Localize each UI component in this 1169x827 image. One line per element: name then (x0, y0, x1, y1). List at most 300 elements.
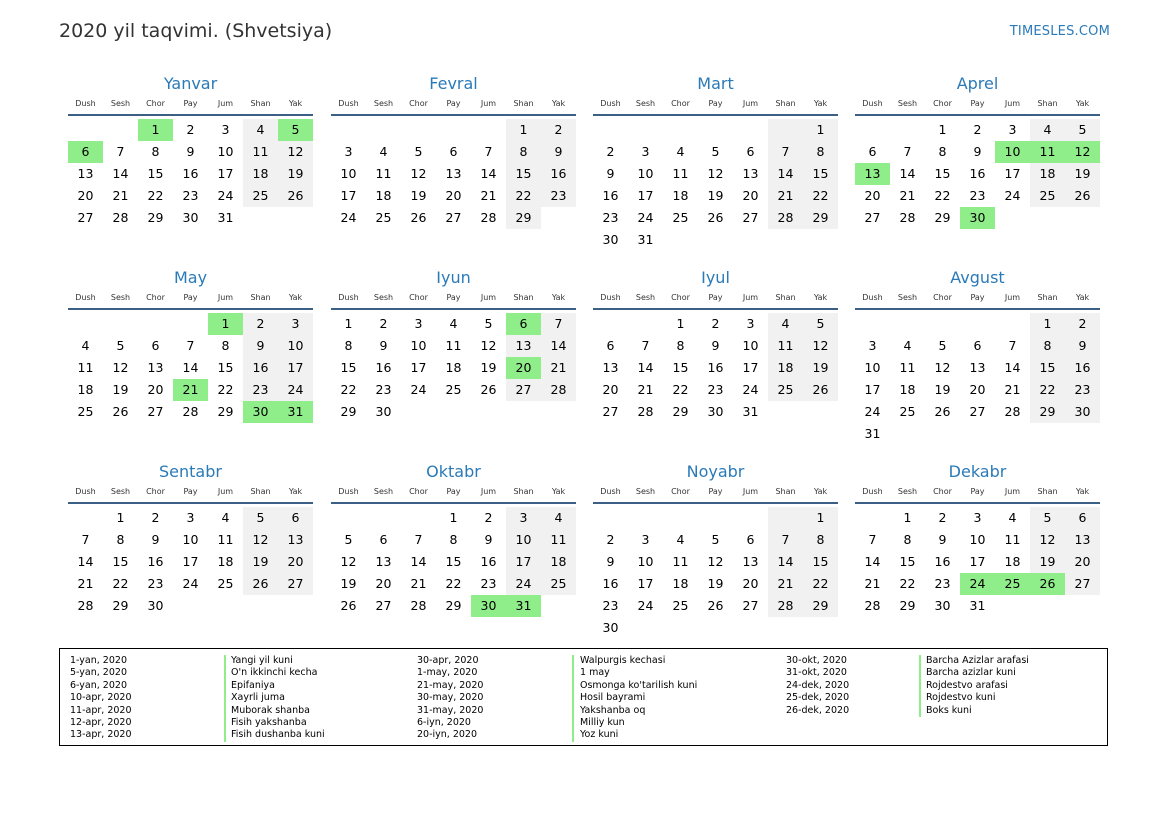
empty-cell (243, 595, 278, 617)
day-cell: 17 (969, 554, 986, 569)
day-cell: 10 (637, 166, 654, 181)
empty-cell (803, 401, 838, 423)
day-cell: 1 (676, 316, 685, 331)
weekday-header (68, 291, 313, 310)
weekday-label: Yak (551, 487, 566, 496)
day-cell: 24 (506, 573, 541, 595)
day-cell: 17 (217, 166, 234, 181)
weekday-header (593, 97, 838, 116)
day-cell: 4 (81, 338, 90, 353)
day-cell: 3 (506, 507, 541, 529)
day-cell: 11 (541, 529, 576, 551)
legend-date: 20-iyn, 2020 (417, 729, 478, 741)
day-cell: 11 (243, 141, 278, 163)
empty-cell (890, 119, 925, 141)
day-cell: 1 (803, 507, 838, 529)
legend-date: 11-apr, 2020 (70, 704, 132, 716)
day-cell: 8 (344, 338, 353, 353)
empty-cell (593, 119, 628, 141)
day-cell: 4 (449, 316, 458, 331)
day-cell: 30 (602, 232, 619, 247)
weekday-label: Yak (551, 293, 566, 302)
weekday-label: Pay (446, 293, 461, 302)
day-cell: 30 (934, 598, 951, 613)
legend-date: 31-may, 2020 (417, 704, 484, 716)
legend-holiday-name: Osmonga ko'tarilish kuni (580, 679, 698, 691)
legend-holiday-name: Xayrli juma (231, 692, 285, 704)
weekday-label: Sesh (373, 487, 394, 496)
weekday-label: Sesh (110, 99, 131, 108)
legend-holiday-name: Epifaniya (231, 679, 275, 691)
day-cell: 13 (506, 335, 541, 357)
day-cell: 10 (278, 335, 313, 357)
empty-cell (173, 595, 208, 617)
day-cell: 5 (711, 532, 720, 547)
legend-date: 25-dek, 2020 (786, 692, 850, 704)
day-cell: 16 (243, 357, 278, 379)
day-cell: 17 (1004, 166, 1021, 181)
day-cell: 17 (182, 554, 199, 569)
day-cell: 24 (1004, 188, 1021, 203)
month-aprel (855, 73, 1100, 229)
day-cell: 23 (934, 576, 951, 591)
weekday-label: Pay (708, 99, 723, 108)
empty-cell (803, 617, 838, 639)
weekday-label: Shan (1037, 99, 1058, 108)
day-cell: 31 (969, 598, 986, 613)
day-cell: 15 (899, 554, 916, 569)
weekday-label: Sesh (110, 487, 131, 496)
day-cell: 13 (742, 166, 759, 181)
empty-cell (1065, 423, 1100, 445)
day-cell: 23 (602, 598, 619, 613)
day-cell: 30 (707, 404, 724, 419)
day-cell: 14 (112, 166, 129, 181)
day-cell: 12 (278, 141, 313, 163)
weekday-label: Pay (183, 487, 198, 496)
month-name: Dekabr (948, 462, 1007, 481)
day-cell: 8 (903, 532, 912, 547)
day-cell: 27 (742, 210, 759, 225)
empty-cell (68, 119, 103, 141)
brand-link[interactable]: TIMESLES.COM (1009, 24, 1110, 39)
day-cell: 18 (375, 188, 392, 203)
weekday-label: Jum (480, 487, 497, 496)
weekday-label: Dush (75, 99, 96, 108)
day-cell: 29 (506, 207, 541, 229)
day-cell: 4 (1008, 510, 1017, 525)
empty-cell (995, 313, 1030, 335)
empty-cell (733, 229, 768, 251)
weekday-label: Yak (813, 487, 828, 496)
weekday-label: Yak (288, 99, 303, 108)
day-grid (331, 507, 576, 617)
month-name: Iyul (701, 268, 730, 287)
day-grid (855, 507, 1100, 617)
empty-cell (401, 401, 436, 423)
day-cell: 4 (243, 119, 278, 141)
day-cell: 15 (340, 360, 357, 375)
day-cell: 18 (217, 554, 234, 569)
day-cell: 15 (217, 360, 234, 375)
weekday-header (331, 485, 576, 504)
day-cell: 21 (637, 382, 654, 397)
weekday-label: Chor (146, 487, 165, 496)
weekday-label: Chor (671, 487, 690, 496)
day-cell: 2 (484, 510, 493, 525)
day-cell: 27 (77, 210, 94, 225)
day-cell: 28 (182, 404, 199, 419)
day-cell: 24 (637, 598, 654, 613)
legend-date: 24-dek, 2020 (786, 679, 850, 691)
empty-cell (995, 207, 1030, 229)
day-cell: 8 (116, 532, 125, 547)
day-cell: 3 (973, 510, 982, 525)
day-cell: 26 (278, 185, 313, 207)
day-cell: 10 (340, 166, 357, 181)
day-cell: 5 (1030, 507, 1065, 529)
legend-holiday-name: Boks kuni (926, 704, 972, 716)
day-cell: 25 (375, 210, 392, 225)
weekday-label: Shan (775, 487, 796, 496)
month-oktabr (331, 461, 576, 617)
day-cell: 19 (112, 382, 129, 397)
empty-cell (663, 119, 698, 141)
empty-cell (1065, 595, 1100, 617)
month-name: Aprel (956, 74, 999, 93)
empty-cell (890, 313, 925, 335)
day-cell: 11 (768, 335, 803, 357)
legend-date: 1-may, 2020 (417, 667, 478, 679)
day-cell: 1 (116, 510, 125, 525)
day-cell: 28 (899, 210, 916, 225)
weekday-label: Pay (183, 99, 198, 108)
weekday-label: Yak (1075, 99, 1090, 108)
weekday-label: Shan (250, 487, 271, 496)
day-cell: 25 (243, 185, 278, 207)
day-cell: 27 (278, 573, 313, 595)
day-cell: 20 (445, 188, 462, 203)
weekday-header (331, 291, 576, 310)
day-cell: 29 (217, 404, 234, 419)
day-grid (855, 313, 1100, 445)
weekday-label: Sesh (897, 487, 918, 496)
legend-date: 10-apr, 2020 (70, 692, 132, 704)
day-cell: 15 (147, 166, 164, 181)
day-cell: 10 (506, 529, 541, 551)
day-cell: 18 (672, 188, 689, 203)
weekday-label: Pay (970, 99, 985, 108)
day-cell: 6 (746, 532, 755, 547)
empty-cell (698, 119, 733, 141)
legend-marker (224, 655, 226, 742)
weekday-label: Chor (933, 293, 952, 302)
empty-cell (628, 617, 663, 639)
day-cell: 7 (186, 338, 195, 353)
day-cell: 24 (182, 576, 199, 591)
day-cell: 22 (112, 576, 129, 591)
weekday-label: Sesh (373, 99, 394, 108)
legend-date: 13-apr, 2020 (70, 729, 132, 741)
day-cell: 14 (182, 360, 199, 375)
day-cell: 22 (340, 382, 357, 397)
day-cell: 31 (217, 210, 234, 225)
empty-cell (960, 313, 995, 335)
month-name: Sentabr (159, 462, 222, 481)
legend-holiday-name: Walpurgis kechasi (580, 655, 666, 666)
day-cell: 21 (480, 188, 497, 203)
day-cell: 11 (672, 166, 689, 181)
day-cell: 12 (243, 529, 278, 551)
day-cell: 16 (602, 576, 619, 591)
month-dekabr (855, 461, 1100, 617)
weekday-header (593, 291, 838, 310)
day-cell: 24 (217, 188, 234, 203)
day-cell: 29 (445, 598, 462, 613)
day-cell: 12 (480, 338, 497, 353)
day-cell: 25 (541, 573, 576, 595)
empty-cell (506, 401, 541, 423)
day-cell: 29 (899, 598, 916, 613)
day-cell: 12 (340, 554, 357, 569)
day-cell: 25 (995, 573, 1030, 595)
weekday-label: Shan (250, 99, 271, 108)
day-cell: 3 (414, 316, 423, 331)
empty-cell (68, 313, 103, 335)
day-cell: 1 (1030, 313, 1065, 335)
empty-cell (278, 595, 313, 617)
weekday-label: Jum (1004, 99, 1021, 108)
day-cell: 13 (77, 166, 94, 181)
day-cell: 22 (672, 382, 689, 397)
day-cell: 8 (803, 529, 838, 551)
day-cell: 14 (864, 554, 881, 569)
empty-cell (925, 423, 960, 445)
day-cell: 17 (340, 188, 357, 203)
legend-holiday-name: Barcha Azizlar arafasi (926, 655, 1029, 666)
day-cell: 27 (742, 598, 759, 613)
weekday-label: Yak (1075, 293, 1090, 302)
day-cell: 25 (672, 210, 689, 225)
day-grid (593, 119, 838, 251)
weekday-label: Yak (288, 293, 303, 302)
day-cell: 9 (711, 338, 720, 353)
day-cell: 6 (278, 507, 313, 529)
day-cell: 25 (217, 576, 234, 591)
day-cell: 24 (864, 404, 881, 419)
empty-cell (593, 313, 628, 335)
day-cell: 18 (1004, 554, 1021, 569)
weekday-label: Pay (446, 487, 461, 496)
day-cell: 1 (344, 316, 353, 331)
weekday-label: Yak (1075, 487, 1090, 496)
day-cell: 14 (899, 166, 916, 181)
day-cell: 12 (1065, 141, 1100, 163)
empty-cell (138, 313, 173, 335)
empty-cell (663, 507, 698, 529)
day-cell: 13 (855, 163, 890, 185)
day-cell: 28 (541, 379, 576, 401)
empty-cell (278, 207, 313, 229)
empty-cell (436, 401, 471, 423)
day-cell: 8 (449, 532, 458, 547)
empty-cell (366, 507, 401, 529)
day-cell: 5 (711, 144, 720, 159)
day-cell: 17 (637, 576, 654, 591)
weekday-label: Shan (1037, 293, 1058, 302)
empty-cell (768, 617, 803, 639)
weekday-header (855, 291, 1100, 310)
weekday-label: Jum (1004, 487, 1021, 496)
legend-holiday-name: Hosil bayrami (580, 692, 646, 704)
legend-marker (919, 655, 921, 717)
empty-cell (541, 595, 576, 617)
weekday-label: Jum (742, 99, 759, 108)
day-cell: 30 (375, 404, 392, 419)
legend-holiday-name: Fisih yakshanba (231, 717, 307, 729)
day-grid (593, 507, 838, 639)
day-cell: 1 (449, 510, 458, 525)
day-cell: 10 (995, 141, 1030, 163)
weekday-label: Dush (338, 487, 359, 496)
day-cell: 10 (637, 554, 654, 569)
day-cell: 18 (899, 382, 916, 397)
day-cell: 7 (768, 141, 803, 163)
day-cell: 10 (864, 360, 881, 375)
day-cell: 16 (602, 188, 619, 203)
empty-cell (208, 595, 243, 617)
day-cell: 3 (344, 144, 353, 159)
day-cell: 7 (81, 532, 90, 547)
weekday-label: Chor (671, 293, 690, 302)
day-cell: 31 (278, 401, 313, 423)
day-cell: 12 (934, 360, 951, 375)
day-cell: 6 (746, 144, 755, 159)
empty-cell (628, 119, 663, 141)
day-cell: 22 (899, 576, 916, 591)
day-cell: 16 (541, 163, 576, 185)
weekday-label: Jum (217, 293, 234, 302)
day-cell: 26 (1030, 573, 1065, 595)
weekday-label: Sesh (897, 293, 918, 302)
day-cell: 1 (506, 119, 541, 141)
day-cell: 14 (768, 163, 803, 185)
day-cell: 17 (864, 382, 881, 397)
empty-cell (366, 119, 401, 141)
day-cell: 22 (506, 185, 541, 207)
weekday-header (68, 97, 313, 116)
day-cell: 18 (768, 357, 803, 379)
day-cell: 21 (768, 573, 803, 595)
day-cell: 25 (899, 404, 916, 419)
day-cell: 13 (278, 529, 313, 551)
day-cell: 13 (147, 360, 164, 375)
day-cell: 9 (186, 144, 195, 159)
day-cell: 9 (484, 532, 493, 547)
legend-names-column (926, 655, 1029, 717)
empty-cell (471, 401, 506, 423)
weekday-label: Jum (217, 99, 234, 108)
day-cell: 20 (742, 188, 759, 203)
day-cell: 23 (375, 382, 392, 397)
empty-cell (803, 229, 838, 251)
day-cell: 30 (243, 401, 278, 423)
day-cell: 3 (221, 122, 230, 137)
weekday-label: Chor (671, 99, 690, 108)
month-name: Fevral (429, 74, 478, 93)
weekday-label: Chor (933, 99, 952, 108)
day-cell: 13 (375, 554, 392, 569)
day-cell: 24 (960, 573, 995, 595)
day-cell: 6 (1065, 507, 1100, 529)
day-cell: 25 (1030, 185, 1065, 207)
day-cell: 9 (541, 141, 576, 163)
month-avgust (855, 267, 1100, 445)
empty-cell (628, 313, 663, 335)
day-cell: 19 (278, 163, 313, 185)
day-cell: 4 (541, 507, 576, 529)
day-cell: 8 (938, 144, 947, 159)
day-cell: 1 (803, 119, 838, 141)
day-grid (855, 119, 1100, 229)
day-cell: 26 (112, 404, 129, 419)
weekday-label: Chor (409, 99, 428, 108)
day-cell: 23 (480, 576, 497, 591)
day-cell: 10 (182, 532, 199, 547)
day-cell: 29 (147, 210, 164, 225)
day-cell: 13 (1065, 529, 1100, 551)
day-cell: 6 (68, 141, 103, 163)
day-cell: 6 (868, 144, 877, 159)
day-cell: 23 (541, 185, 576, 207)
day-cell: 21 (541, 357, 576, 379)
day-cell: 29 (340, 404, 357, 419)
day-cell: 7 (868, 532, 877, 547)
empty-cell (855, 507, 890, 529)
empty-cell (995, 423, 1030, 445)
day-cell: 28 (480, 210, 497, 225)
weekday-label: Sesh (635, 487, 656, 496)
day-cell: 14 (768, 551, 803, 573)
day-cell: 23 (707, 382, 724, 397)
weekday-label: Pay (708, 487, 723, 496)
day-cell: 12 (112, 360, 129, 375)
day-cell: 2 (151, 510, 160, 525)
day-cell: 19 (934, 382, 951, 397)
empty-cell (628, 507, 663, 529)
day-cell: 26 (243, 573, 278, 595)
weekday-label: Dush (600, 293, 621, 302)
legend-date: 30-okt, 2020 (786, 655, 847, 666)
weekday-label: Dush (600, 487, 621, 496)
month-yanvar (68, 73, 313, 229)
empty-cell (243, 207, 278, 229)
day-cell: 17 (637, 188, 654, 203)
day-cell: 3 (186, 510, 195, 525)
day-cell: 15 (506, 163, 541, 185)
empty-cell (541, 207, 576, 229)
day-cell: 5 (1065, 119, 1100, 141)
day-cell: 19 (1065, 163, 1100, 185)
legend-date: 6-iyn, 2020 (417, 717, 471, 729)
day-cell: 18 (77, 382, 94, 397)
weekday-header (593, 485, 838, 504)
day-cell: 3 (641, 144, 650, 159)
day-cell: 2 (1065, 313, 1100, 335)
day-cell: 8 (151, 144, 160, 159)
month-mart (593, 73, 838, 251)
empty-cell (663, 617, 698, 639)
